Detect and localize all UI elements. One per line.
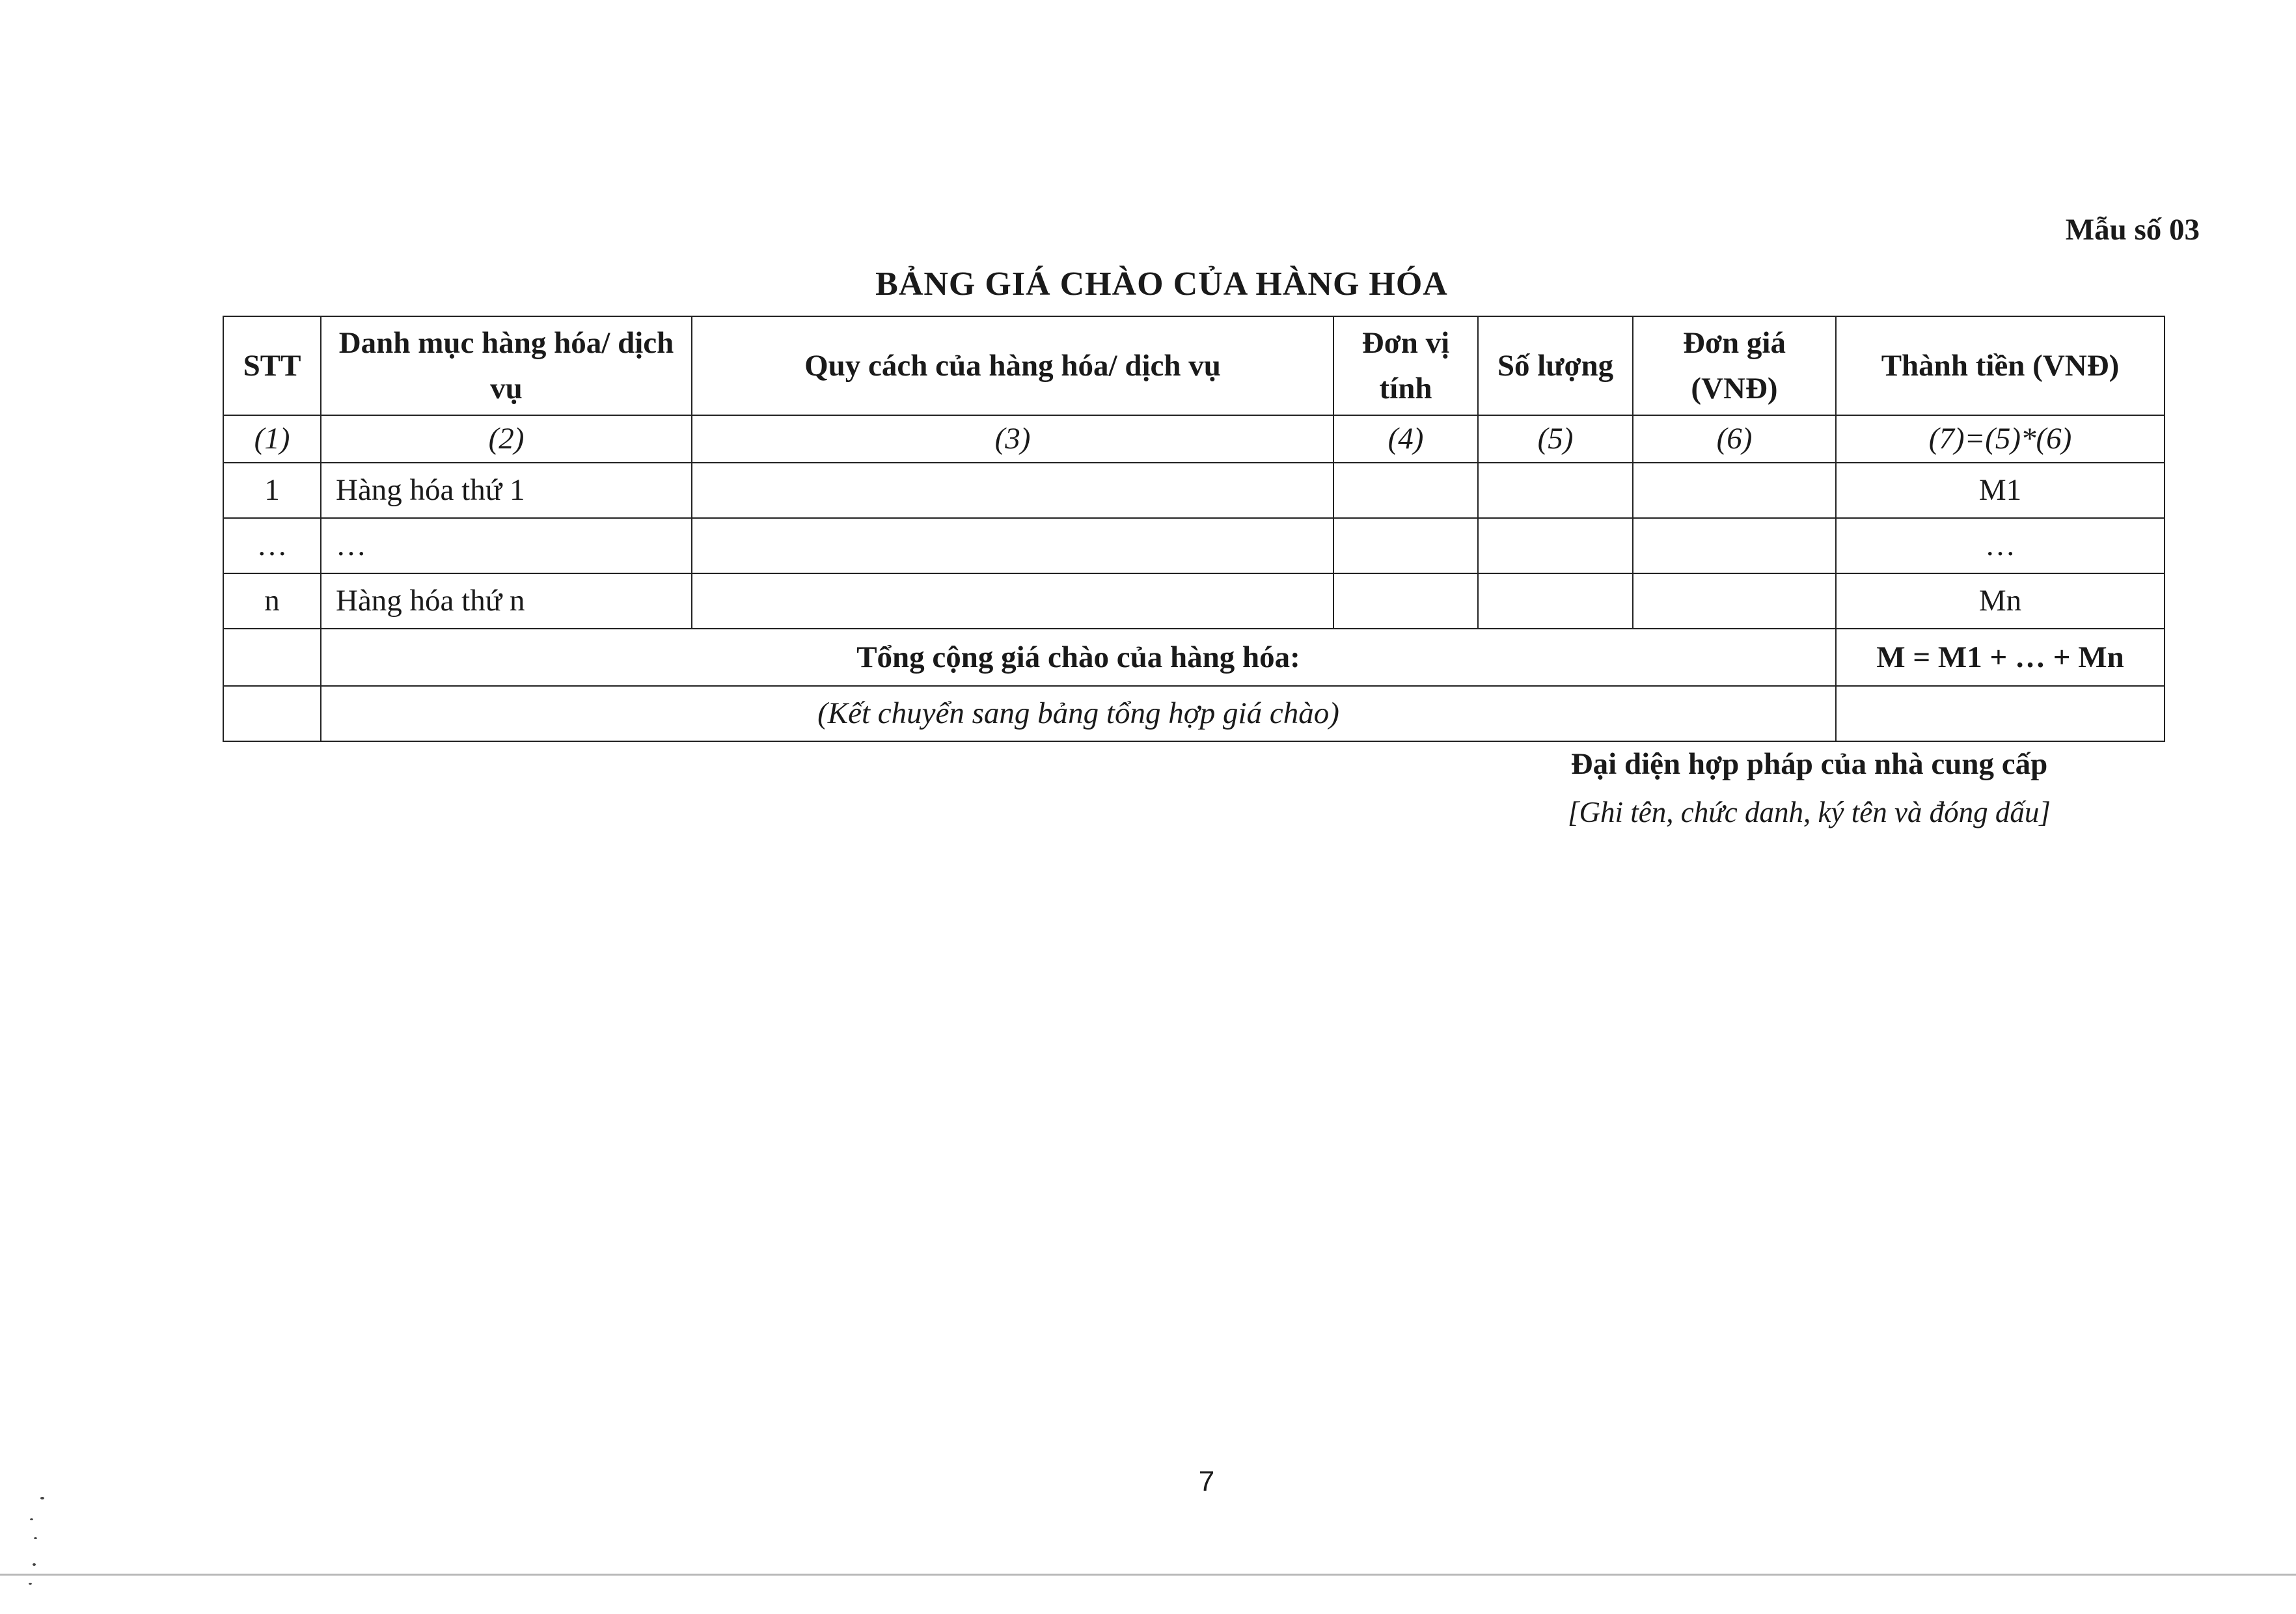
scan-speck [30,1518,33,1520]
row-quantity [1478,573,1633,629]
column-header-amount: Thành tiền (VNĐ) [1836,316,2165,415]
row-spec [692,518,1333,573]
price-quotation-table [223,316,2165,742]
column-index: (1) [223,415,321,463]
row-stt: n [223,573,321,629]
column-index: (4) [1333,415,1478,463]
carry-over-note: (Kết chuyển sang bảng tổng hợp giá chào) [321,686,1836,741]
carry-over-stt [223,686,321,741]
row-unit-price [1633,463,1836,518]
row-item-name: … [321,518,692,573]
column-header-stt: STT [223,316,321,415]
row-amount: M1 [1836,463,2165,518]
table-header-row [223,316,2165,415]
column-index: (3) [692,415,1333,463]
page-number: 7 [1198,1466,1215,1498]
column-index: (6) [1633,415,1836,463]
row-item-name: Hàng hóa thứ 1 [321,463,692,518]
row-unit-price [1633,573,1836,629]
signature-title: Đại diện hợp pháp của nhà cung cấp [1570,747,2048,781]
table-row [223,518,2165,573]
row-unit [1333,463,1478,518]
total-row-stt [223,629,321,686]
table-row [223,573,2165,629]
column-header-item: Danh mục hàng hóa/ dịch vụ [321,316,692,415]
column-index-row [223,415,2165,463]
total-label: Tổng cộng giá chào của hàng hóa: [321,629,1836,686]
table-row [223,463,2165,518]
scan-speck [40,1497,44,1499]
column-header-unit: Đơn vị tính [1333,316,1478,415]
carry-over-row [223,686,2165,741]
scan-bottom-line [0,1574,2296,1576]
row-unit [1333,518,1478,573]
scan-speck [33,1563,36,1566]
row-amount: Mn [1836,573,2165,629]
carry-over-amount [1836,686,2165,741]
scan-speck [34,1537,37,1539]
row-quantity [1478,518,1633,573]
column-header-unit-price: Đơn giá (VNĐ) [1633,316,1836,415]
column-header-spec: Quy cách của hàng hóa/ dịch vụ [692,316,1333,415]
row-quantity [1478,463,1633,518]
scan-speck [29,1583,32,1585]
total-row [223,629,2165,686]
total-value: M = M1 + … + Mn [1836,629,2165,686]
row-unit [1333,573,1478,629]
column-index: (2) [321,415,692,463]
signature-instruction: [Ghi tên, chức danh, ký tên và đóng dấu] [1568,796,2051,828]
column-index: (5) [1478,415,1633,463]
document-title: BẢNG GIÁ CHÀO CỦA HÀNG HÓA [875,266,1448,303]
form-number: Mẫu số 03 [2065,213,2200,247]
row-spec [692,463,1333,518]
row-amount: … [1836,518,2165,573]
row-stt: 1 [223,463,321,518]
row-stt: … [223,518,321,573]
column-header-quantity: Số lượng [1478,316,1633,415]
row-item-name: Hàng hóa thứ n [321,573,692,629]
row-spec [692,573,1333,629]
column-index: (7)=(5)*(6) [1836,415,2165,463]
row-unit-price [1633,518,1836,573]
